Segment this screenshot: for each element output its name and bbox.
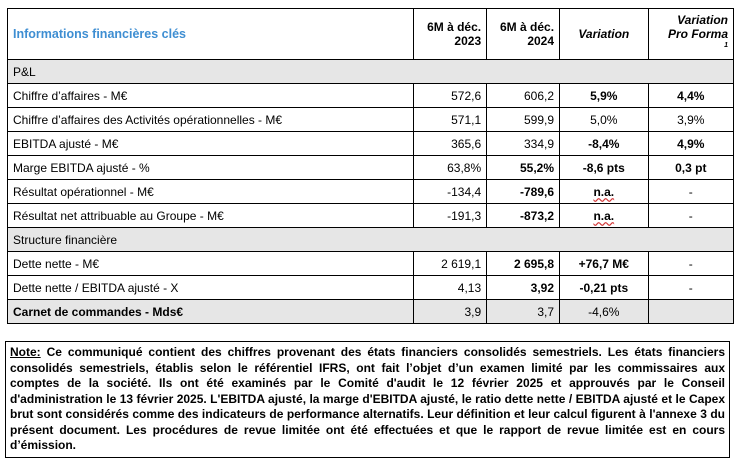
col-header-varpf-line2	[654, 27, 728, 55]
value-variation-pro-forma: 4,4%	[648, 84, 733, 108]
col-header-2023-line2: 2023	[454, 34, 482, 48]
value-variation: -4,6%	[560, 300, 649, 324]
table-row	[8, 276, 734, 300]
row-label: Dette nette / EBITDA ajusté - X	[8, 276, 414, 300]
col-header-varpf-line1: Variation	[677, 13, 728, 27]
value-2024: 606,2	[487, 84, 560, 108]
value-variation: -8,4%	[560, 132, 649, 156]
table-row	[8, 180, 734, 204]
value-2023: 571,1	[414, 108, 487, 132]
table-title: Informations financières clés	[8, 9, 414, 60]
col-header-variation: Variation	[560, 9, 649, 60]
value-2023: 2 619,1	[414, 252, 487, 276]
section-label-structure: Structure financière	[8, 228, 734, 252]
table-row	[8, 108, 734, 132]
row-label: Chiffre d’affaires des Activités opérationnelles - M€	[8, 108, 414, 132]
value-2024: 599,9	[487, 108, 560, 132]
table-row	[8, 156, 734, 180]
table-row	[8, 252, 734, 276]
value-variation-pro-forma: -	[648, 204, 733, 228]
table-row	[8, 132, 734, 156]
row-label: Résultat net attribuable au Groupe - M€	[8, 204, 414, 228]
footnote-marker: 1	[724, 42, 728, 49]
row-label: EBITDA ajusté - M€	[8, 132, 414, 156]
table-header-row	[8, 9, 734, 60]
value-2023: 365,6	[414, 132, 487, 156]
note-text: Ce communiqué contient des chiffres provenant des états financiers consolidés semestriels. Les états financiers consolidés semestriels, établis selon le référentiel IFRS, ont fait l’objet d’un examen limité par les commissaires aux comptes de la société. Ils ont été examinés par le Comité d'audit le 12 février 2025 et approuvés par le Conseil d'administration le 13 février 2025. L'EBITDA ajusté, la marge d'EBITDA ajusté, le ratio dette nette / EBITDA ajusté et le Capex brut sont considérés comme des indicateurs de performance alternatifs. Leur définition et leur calcul figurent à l'annexe 3 du présent document. Les procédures de revue limitée ont été effectuées et que le rapport de revue limitée est en cours d’émission.	[10, 345, 725, 452]
col-header-2024	[487, 9, 560, 60]
value-variation-pro-forma: 3,9%	[648, 108, 733, 132]
row-label: Dette nette - M€	[8, 252, 414, 276]
value-2023: -191,3	[414, 204, 487, 228]
value-variation-pro-forma: -	[648, 180, 733, 204]
value-variation: +76,7 M€	[560, 252, 649, 276]
value-variation	[560, 180, 649, 204]
col-header-2024-line1: 6M à déc.	[500, 20, 555, 34]
value-variation	[560, 204, 649, 228]
value-2023: 572,6	[414, 84, 487, 108]
section-row-pl	[8, 60, 734, 84]
col-header-2023	[414, 9, 487, 60]
value-variation: -8,6 pts	[560, 156, 649, 180]
value-na: n.a.	[593, 184, 615, 199]
financial-key-info-table	[7, 8, 734, 324]
value-2024: -873,2	[487, 204, 560, 228]
section-label-pl: P&L	[8, 60, 734, 84]
value-2024: 334,9	[487, 132, 560, 156]
value-2023: 63,8%	[414, 156, 487, 180]
value-2023: -134,4	[414, 180, 487, 204]
footnote-box	[5, 341, 730, 458]
value-2023: 4,13	[414, 276, 487, 300]
col-header-varpf-text: Pro Forma	[667, 27, 728, 41]
row-label: Chiffre d’affaires - M€	[8, 84, 414, 108]
section-row-structure	[8, 228, 734, 252]
value-variation-pro-forma: 0,3 pt	[648, 156, 733, 180]
value-variation: -0,21 pts	[560, 276, 649, 300]
value-variation-pro-forma	[648, 300, 733, 324]
value-2024: 55,2%	[487, 156, 560, 180]
col-header-2023-line1: 6M à déc.	[427, 20, 482, 34]
value-variation-pro-forma: -	[648, 276, 733, 300]
value-variation: 5,9%	[560, 84, 649, 108]
row-label: Marge EBITDA ajusté - %	[8, 156, 414, 180]
value-2024: -789,6	[487, 180, 560, 204]
table-row-backlog	[8, 300, 734, 324]
value-variation-pro-forma: 4,9%	[648, 132, 733, 156]
table-row	[8, 84, 734, 108]
row-label: Résultat opérationnel - M€	[8, 180, 414, 204]
value-2024: 3,7	[487, 300, 560, 324]
row-label: Carnet de commandes - Mds€	[8, 300, 414, 324]
note-label: Note:	[10, 345, 41, 359]
value-2024: 2 695,8	[487, 252, 560, 276]
value-variation: 5,0%	[560, 108, 649, 132]
col-header-2024-line2: 2024	[527, 34, 555, 48]
value-2024: 3,92	[487, 276, 560, 300]
value-2023: 3,9	[414, 300, 487, 324]
table-row	[8, 204, 734, 228]
value-na: n.a.	[593, 208, 615, 223]
col-header-variation-pro-forma	[648, 9, 733, 60]
value-variation-pro-forma: -	[648, 252, 733, 276]
